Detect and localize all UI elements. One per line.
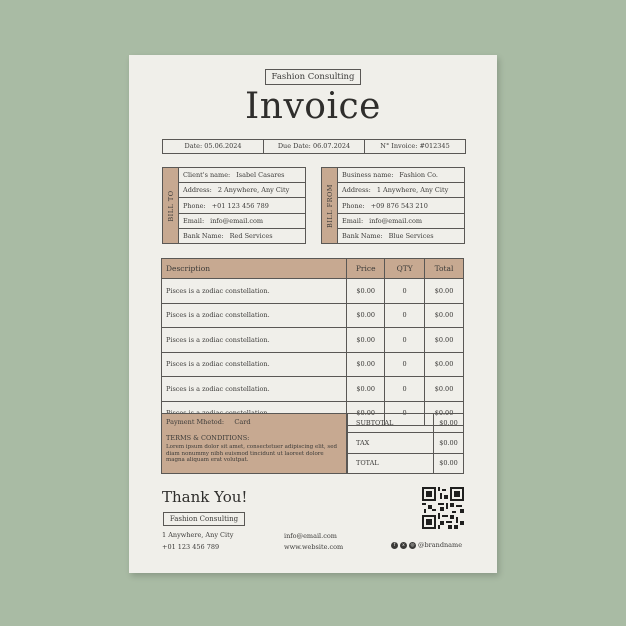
invoice-sheet xyxy=(129,55,497,573)
footer-brand-box: Fashion Consulting xyxy=(163,512,245,526)
item-qty: 0 xyxy=(385,377,425,402)
footer-phone: +01 123 456 789 xyxy=(162,543,220,551)
subtotal-row: SUBTOTAL $0.00 xyxy=(347,413,464,433)
bill-to-label-bar xyxy=(163,168,179,243)
terms-heading: TERMS & CONDITIONS: xyxy=(166,434,250,442)
col-total: Total xyxy=(425,259,464,279)
terms-body: Lorem ipsum dolor sit amet, consectetuer adipiscing elit, sed diam nonummy nibh euismod tincidunt ut laoreet dolore magna aliquam erat volutpat. xyxy=(166,444,338,463)
item-description: Pisces is a zodiac constellation. xyxy=(162,352,347,377)
bill-from-row: Address: 1 Anywhere, Any City xyxy=(338,183,464,198)
bill-to-row: Client's name: Isabel Casares xyxy=(179,168,305,183)
payment-terms-box xyxy=(161,413,347,474)
item-qty: 0 xyxy=(385,279,425,304)
table-row xyxy=(162,328,464,353)
item-description: Pisces is a zodiac constellation. xyxy=(162,279,347,304)
item-total: $0.00 xyxy=(425,401,464,426)
bill-from-row: Bank Name: Blue Services xyxy=(342,231,434,240)
item-total: $0.00 xyxy=(425,279,464,304)
totals-block xyxy=(347,413,464,474)
invoice-number: N° Invoice: #012345 xyxy=(380,142,450,150)
bill-to-row: Address: 2 Anywhere, Any City xyxy=(179,183,305,198)
social-links xyxy=(391,541,462,549)
social-handle[interactable]: @brandname xyxy=(418,541,463,549)
item-total: $0.00 xyxy=(425,328,464,353)
qr-code-icon xyxy=(422,487,464,529)
bill-to-label: BILL TO xyxy=(166,189,175,222)
thank-you-heading: Thank You! xyxy=(162,488,248,506)
item-price: $0.00 xyxy=(347,377,385,402)
bill-from-row: Phone: +09 876 543 210 xyxy=(338,198,464,213)
bill-from-row: Email: info@email.com xyxy=(338,214,464,229)
total-row: TOTAL $0.00 xyxy=(347,454,464,474)
items-table xyxy=(161,258,464,426)
footer-email: info@email.com xyxy=(284,532,337,540)
item-price: $0.00 xyxy=(347,303,385,328)
dates-row xyxy=(162,139,466,154)
item-price: $0.00 xyxy=(347,401,385,426)
col-qty: QTY xyxy=(385,259,425,279)
bill-to-row: Email: info@email.com xyxy=(179,214,305,229)
item-qty: 0 xyxy=(385,401,425,426)
payment-method: Payment Mhetod: Card xyxy=(166,418,251,426)
item-qty: 0 xyxy=(385,352,425,377)
item-description: Pisces is a zodiac constellation. xyxy=(162,377,347,402)
table-header-row xyxy=(162,259,464,279)
bill-to-block xyxy=(162,167,306,244)
invoice-date: Date: 05.06.2024 xyxy=(163,140,264,153)
col-description: Description xyxy=(162,259,347,279)
item-qty: 0 xyxy=(385,303,425,328)
bill-from-row: Business name: Fashion Co. xyxy=(338,168,464,183)
table-row xyxy=(162,352,464,377)
footer-address: 1 Anywhere, Any City xyxy=(162,531,234,539)
item-price: $0.00 xyxy=(347,352,385,377)
item-qty: 0 xyxy=(385,328,425,353)
table-row xyxy=(162,303,464,328)
brand-box: Fashion Consulting xyxy=(265,69,361,85)
instagram-icon[interactable]: ◎ xyxy=(410,542,415,548)
item-total: $0.00 xyxy=(425,377,464,402)
bill-from-label: BILL FROM xyxy=(325,183,334,228)
invoice-title: Invoice xyxy=(245,86,381,127)
item-description: Pisces is a zodiac constellation. xyxy=(162,328,347,353)
item-price: $0.00 xyxy=(347,279,385,304)
due-date: Due Date: 06.07.2024 xyxy=(264,140,365,153)
bill-from-block xyxy=(321,167,465,244)
item-description: Pisces is a zodiac constellation. xyxy=(162,303,347,328)
bill-from-label-bar xyxy=(322,168,338,243)
item-total: $0.00 xyxy=(425,303,464,328)
footer-website: www.website.com xyxy=(284,543,344,551)
bill-to-row: Phone: +01 123 456 789 xyxy=(179,198,305,213)
bill-to-row: Bank Name: Red Services xyxy=(183,231,273,240)
col-price: Price xyxy=(347,259,385,279)
facebook-icon[interactable]: f xyxy=(391,542,398,549)
item-total: $0.00 xyxy=(425,352,464,377)
x-icon[interactable]: x xyxy=(400,542,407,549)
table-row xyxy=(162,377,464,402)
item-price: $0.00 xyxy=(347,328,385,353)
tax-row: TAX $0.00 xyxy=(347,433,464,453)
table-row xyxy=(162,279,464,304)
